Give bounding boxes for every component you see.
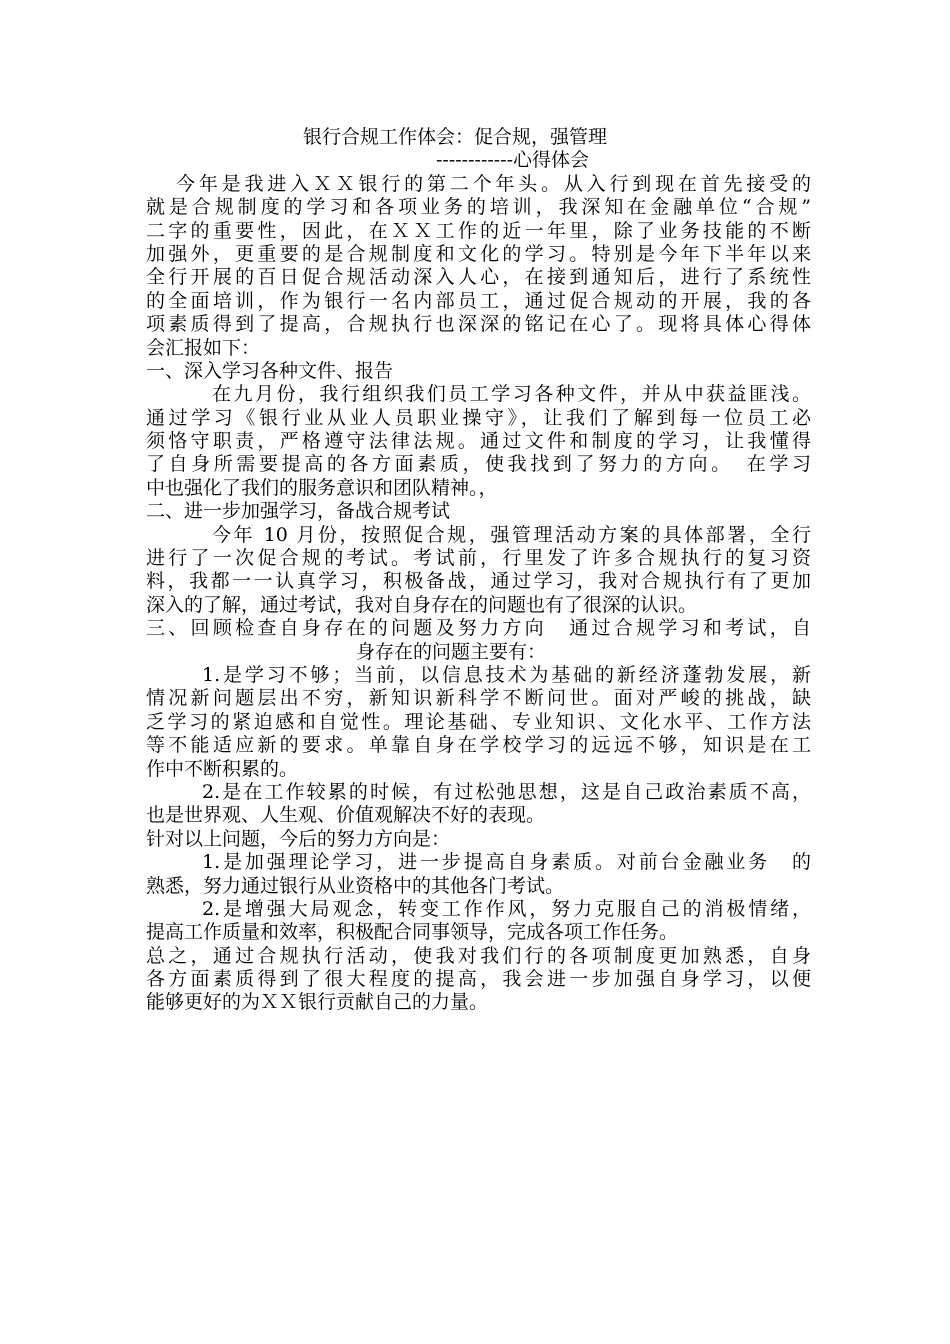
text-line: 会汇报如下： xyxy=(146,336,261,359)
text-line: 也是世界观、人生观、价值观解决不好的表现。 xyxy=(146,804,546,827)
list-item: 2.是在工作较累的时候，有过松弛思想，这是自己政治素质不高， xyxy=(202,780,811,803)
text-line: 了自身所需要提高的各方面素质，使我找到了努力的方向。 在学习 xyxy=(146,453,811,476)
text-line: 作中不断积累的。 xyxy=(146,757,299,780)
text-line: 乏学习的紧迫感和自觉性。理论基础、专业知识、文化水平、工作方法 xyxy=(146,710,811,733)
text-line: 须恪守职责，严格遵守法律法规。通过文件和制度的学习，让我懂得 xyxy=(146,430,811,453)
text-line: 等不能适应新的要求。单靠自身在学校学习的远远不够，知识是在工 xyxy=(146,734,811,757)
document-title: 银行合规工作体会：促合规，强管理 xyxy=(303,126,608,148)
text-line: 情况新问题层出不穷，新知识新科学不断问世。面对严峻的挑战，缺 xyxy=(146,687,811,710)
section-heading: 三、回顾检查自身存在的问题及努力方向 通过合规学习和考试，自 xyxy=(146,617,811,640)
text-line: 身存在的问题主要有： xyxy=(356,640,547,663)
text-line: 能够更好的为ＸＸ银行贡献自己的力量。 xyxy=(146,991,489,1014)
text-line: 熟悉，努力通过银行从业资格中的其他各门考试。 xyxy=(146,874,565,897)
text-line: 就是合规制度的学习和各项业务的培训，我深知在金融单位“合规” xyxy=(146,196,811,219)
section-heading: 二、进一步加强学习，备战合规考试 xyxy=(146,500,451,523)
text-line: 全行开展的百日促合规活动深入人心，在接到通知后，进行了系统性 xyxy=(146,266,811,289)
list-item: 1.是加强理论学习，进一步提高自身素质。对前台金融业务 的 xyxy=(202,851,811,874)
text-line: 中也强化了我们的服务意识和团队精神。， xyxy=(146,476,498,499)
text-line: 通过学习《银行业从业人员职业操守》，让我们了解到每一位员工必 xyxy=(146,406,811,429)
document-page xyxy=(146,126,811,1015)
text-line: 加强外，更重要的是合规制度和文化的学习。特别是今年下半年以来 xyxy=(146,242,811,265)
text-line: 深入的了解，通过考试，我对自身存在的问题也有了很深的认识。 xyxy=(146,593,698,616)
text-line: 二字的重要性，因此，在ＸＸ工作的近一年里，除了业务技能的不断 xyxy=(146,219,811,242)
list-item: 1.是学习不够；当前，以信息技术为基础的新经济蓬勃发展，新 xyxy=(202,663,811,686)
text-line: 今年是我进入ＸＸ银行的第二个年头。从入行到现在首先接受的 xyxy=(176,172,811,195)
section-heading: 针对以上问题，今后的努力方向是： xyxy=(146,827,451,850)
text-line: 各方面素质得到了很大程度的提高，我会进一步加强自身学习，以便 xyxy=(146,968,811,991)
text-line: 总之，通过合规执行活动，使我对我们行的各项制度更加熟悉，自身 xyxy=(146,944,811,967)
document-subtitle: ------------心得体会 xyxy=(436,149,590,172)
text-line: 的全面培训，作为银行一名内部员工，通过促合规动的开展，我的各 xyxy=(146,289,811,312)
text-line: 提高工作质量和效率，积极配合同事领导，完成各项工作任务。 xyxy=(146,921,679,944)
text-line: 项素质得到了提高，合规执行也深深的铭记在心了。现将具体心得体 xyxy=(146,313,811,336)
text-line: 料，我都一一认真学习，积极备战，通过学习，我对合规执行有了更加 xyxy=(146,570,811,593)
list-item: 2.是增强大局观念，转变工作作风，努力克服自己的消极情绪， xyxy=(202,897,811,920)
section-heading: 一、深入学习各种文件、报告 xyxy=(146,359,394,382)
text-line: 今年 10 月份，按照促合规，强管理活动方案的具体部署，全行 xyxy=(212,523,811,546)
text-line: 在九月份，我行组织我们员工学习各种文件，并从中获益匪浅。 xyxy=(212,383,811,406)
text-line: 进行了一次促合规的考试。考试前，行里发了许多合规执行的复习资 xyxy=(146,547,811,570)
